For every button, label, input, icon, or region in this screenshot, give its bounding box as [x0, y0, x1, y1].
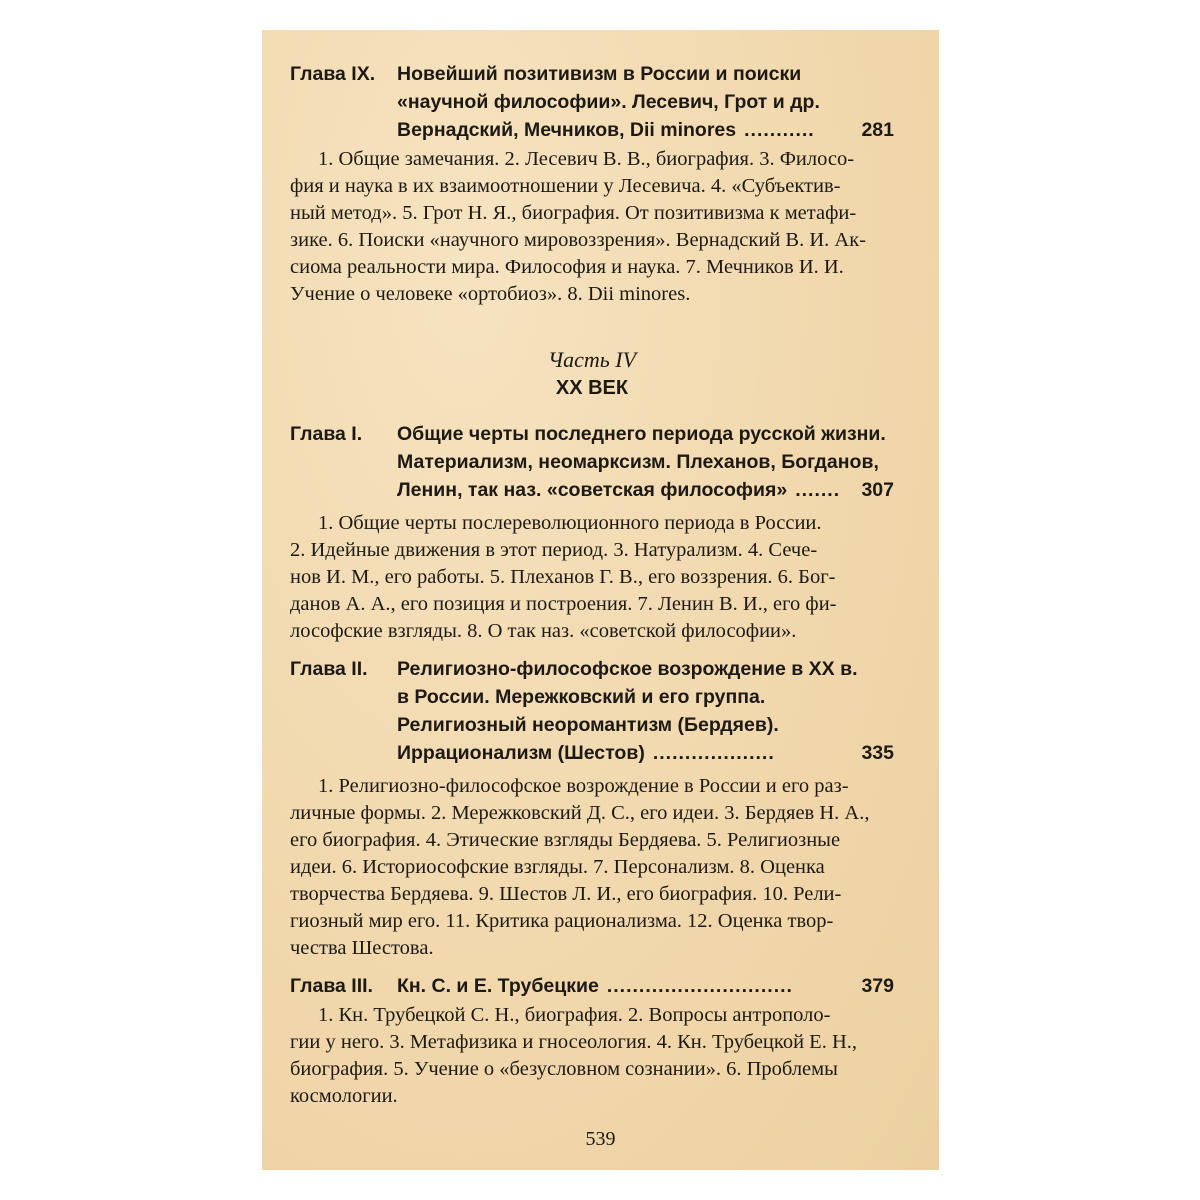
- chapter-label: Глава I.: [290, 423, 363, 445]
- summary-line: зике. 6. Поиски «научного мировоззрения». Вернадский В. И. Ак-: [290, 229, 866, 251]
- summary-line: 1. Религиозно-философское возрождение в России и его раз-: [318, 775, 849, 797]
- chapter-summary: [290, 510, 894, 645]
- summary-line: 1. Кн. Трубецкой С. Н., биография. 2. Вопросы антрополо-: [318, 1004, 831, 1026]
- chapter-page-number: 379: [861, 975, 894, 997]
- summary-line: Учение о человеке «ортобиоз». 8. Dii minores.: [290, 283, 691, 305]
- chapter-summary: [290, 773, 894, 962]
- chapter-title-line: «научной философии». Лесевич, Грот и др.: [397, 91, 820, 113]
- chapter-entry-i: [290, 420, 894, 504]
- summary-line: нов И. М., его работы. 5. Плеханов Г. В., его воззрения. 6. Бог-: [290, 566, 836, 588]
- chapter-title-line: в России. Мережковский и его группа.: [397, 686, 766, 708]
- chapter-title-last-line: [397, 476, 894, 504]
- leader-dots: ...........: [744, 119, 815, 141]
- table-of-contents: [290, 60, 894, 1110]
- summary-line: 2. Идейные движения в этот период. 3. Натурализм. 4. Сече-: [290, 539, 818, 561]
- chapter-page-number: 307: [861, 479, 894, 501]
- chapter-title: [397, 655, 894, 767]
- chapter-label: Глава IX.: [290, 63, 376, 85]
- chapter-title-last-line: [397, 116, 894, 144]
- summary-line: фия и наука в их взаимоотношении у Лесевича. 4. «Субъектив-: [290, 175, 841, 197]
- chapter-entry-ix: [290, 60, 894, 144]
- leader-dots: .......: [795, 479, 841, 501]
- chapter-summary: [290, 1002, 894, 1110]
- summary-line: 1. Общие замечания. 2. Лесевич В. В., биография. 3. Филосо-: [318, 148, 855, 170]
- chapter-title-line: Религиозный неоромантизм (Бердяев).: [397, 714, 779, 736]
- chapter-summary: [290, 146, 894, 308]
- chapter-title-line: Ленин, так наз. «советская философия»: [397, 479, 788, 501]
- part-title: XX ВЕК: [555, 377, 629, 399]
- chapter-title-line: Общие черты последнего периода русской жизни.: [397, 423, 886, 445]
- summary-line: его биография. 4. Этические взгляды Бердяева. 5. Религиозные: [290, 829, 841, 851]
- chapter-title-last-line: [397, 739, 894, 767]
- chapter-entry-iii: [290, 972, 894, 1000]
- chapter-title-line: Вернадский, Мечников, Dii minores: [397, 119, 737, 141]
- summary-line: биография. 5. Учение о «безусловном сознании». 6. Проблемы: [290, 1058, 838, 1080]
- summary-line: 1. Общие черты послереволюционного периода в России.: [318, 512, 822, 534]
- chapter-title-line: Религиозно-философское возрождение в XX в.: [397, 658, 858, 680]
- leader-dots: .............................: [606, 975, 793, 997]
- summary-line: ный метод». 5. Грот Н. Я., биография. От позитивизма к метафи-: [290, 202, 857, 224]
- summary-line: творчества Бердяева. 9. Шестов Л. И., его биография. 10. Рели-: [290, 883, 842, 905]
- leader-dots: ...................: [652, 742, 775, 764]
- summary-line: чества Шестова.: [290, 937, 434, 959]
- chapter-title-line: Новейший позитивизм в России и поиски: [397, 63, 802, 85]
- summary-line: гии у него. 3. Метафизика и гносеология. 4. Кн. Трубецкой Е. Н.,: [290, 1031, 857, 1053]
- chapter-title: [397, 972, 894, 1000]
- chapter-entry-ii: [290, 655, 894, 767]
- chapter-title: [397, 60, 894, 144]
- chapter-page-number: 281: [861, 119, 894, 141]
- chapter-page-number: 335: [861, 742, 894, 764]
- chapter-title-line: Материализм, неомарксизм. Плеханов, Богданов,: [397, 451, 879, 473]
- summary-line: космологии.: [290, 1085, 398, 1107]
- summary-line: сиома реальности мира. Философия и наука. 7. Мечников И. И.: [290, 256, 844, 278]
- chapter-label: Глава II.: [290, 658, 368, 680]
- summary-line: гиозный мир его. 11. Критика рационализма. 12. Оценка твор-: [290, 910, 834, 932]
- summary-line: личные формы. 2. Мережковский Д. С., его идеи. 3. Бердяев Н. А.,: [290, 802, 870, 824]
- part-number: Часть IV: [547, 347, 637, 372]
- summary-line: лософские взгляды. 8. О так наз. «советской философии».: [290, 620, 797, 642]
- page-number: 539: [585, 1128, 616, 1150]
- chapter-title-last-line: [397, 972, 894, 1000]
- chapter-title-line: Иррационализм (Шестов): [397, 742, 645, 764]
- chapter-title-line: Кн. С. и Е. Трубецкие: [397, 975, 599, 997]
- chapter-title: [397, 420, 894, 504]
- chapter-label: Глава III.: [290, 975, 373, 997]
- book-page: [262, 30, 939, 1170]
- part-heading: [290, 346, 894, 402]
- summary-line: данов А. А., его позиция и построения. 7. Ленин В. И., его фи-: [290, 593, 837, 615]
- summary-line: идеи. 6. Историософские взгляды. 7. Персонализм. 8. Оценка: [290, 856, 825, 878]
